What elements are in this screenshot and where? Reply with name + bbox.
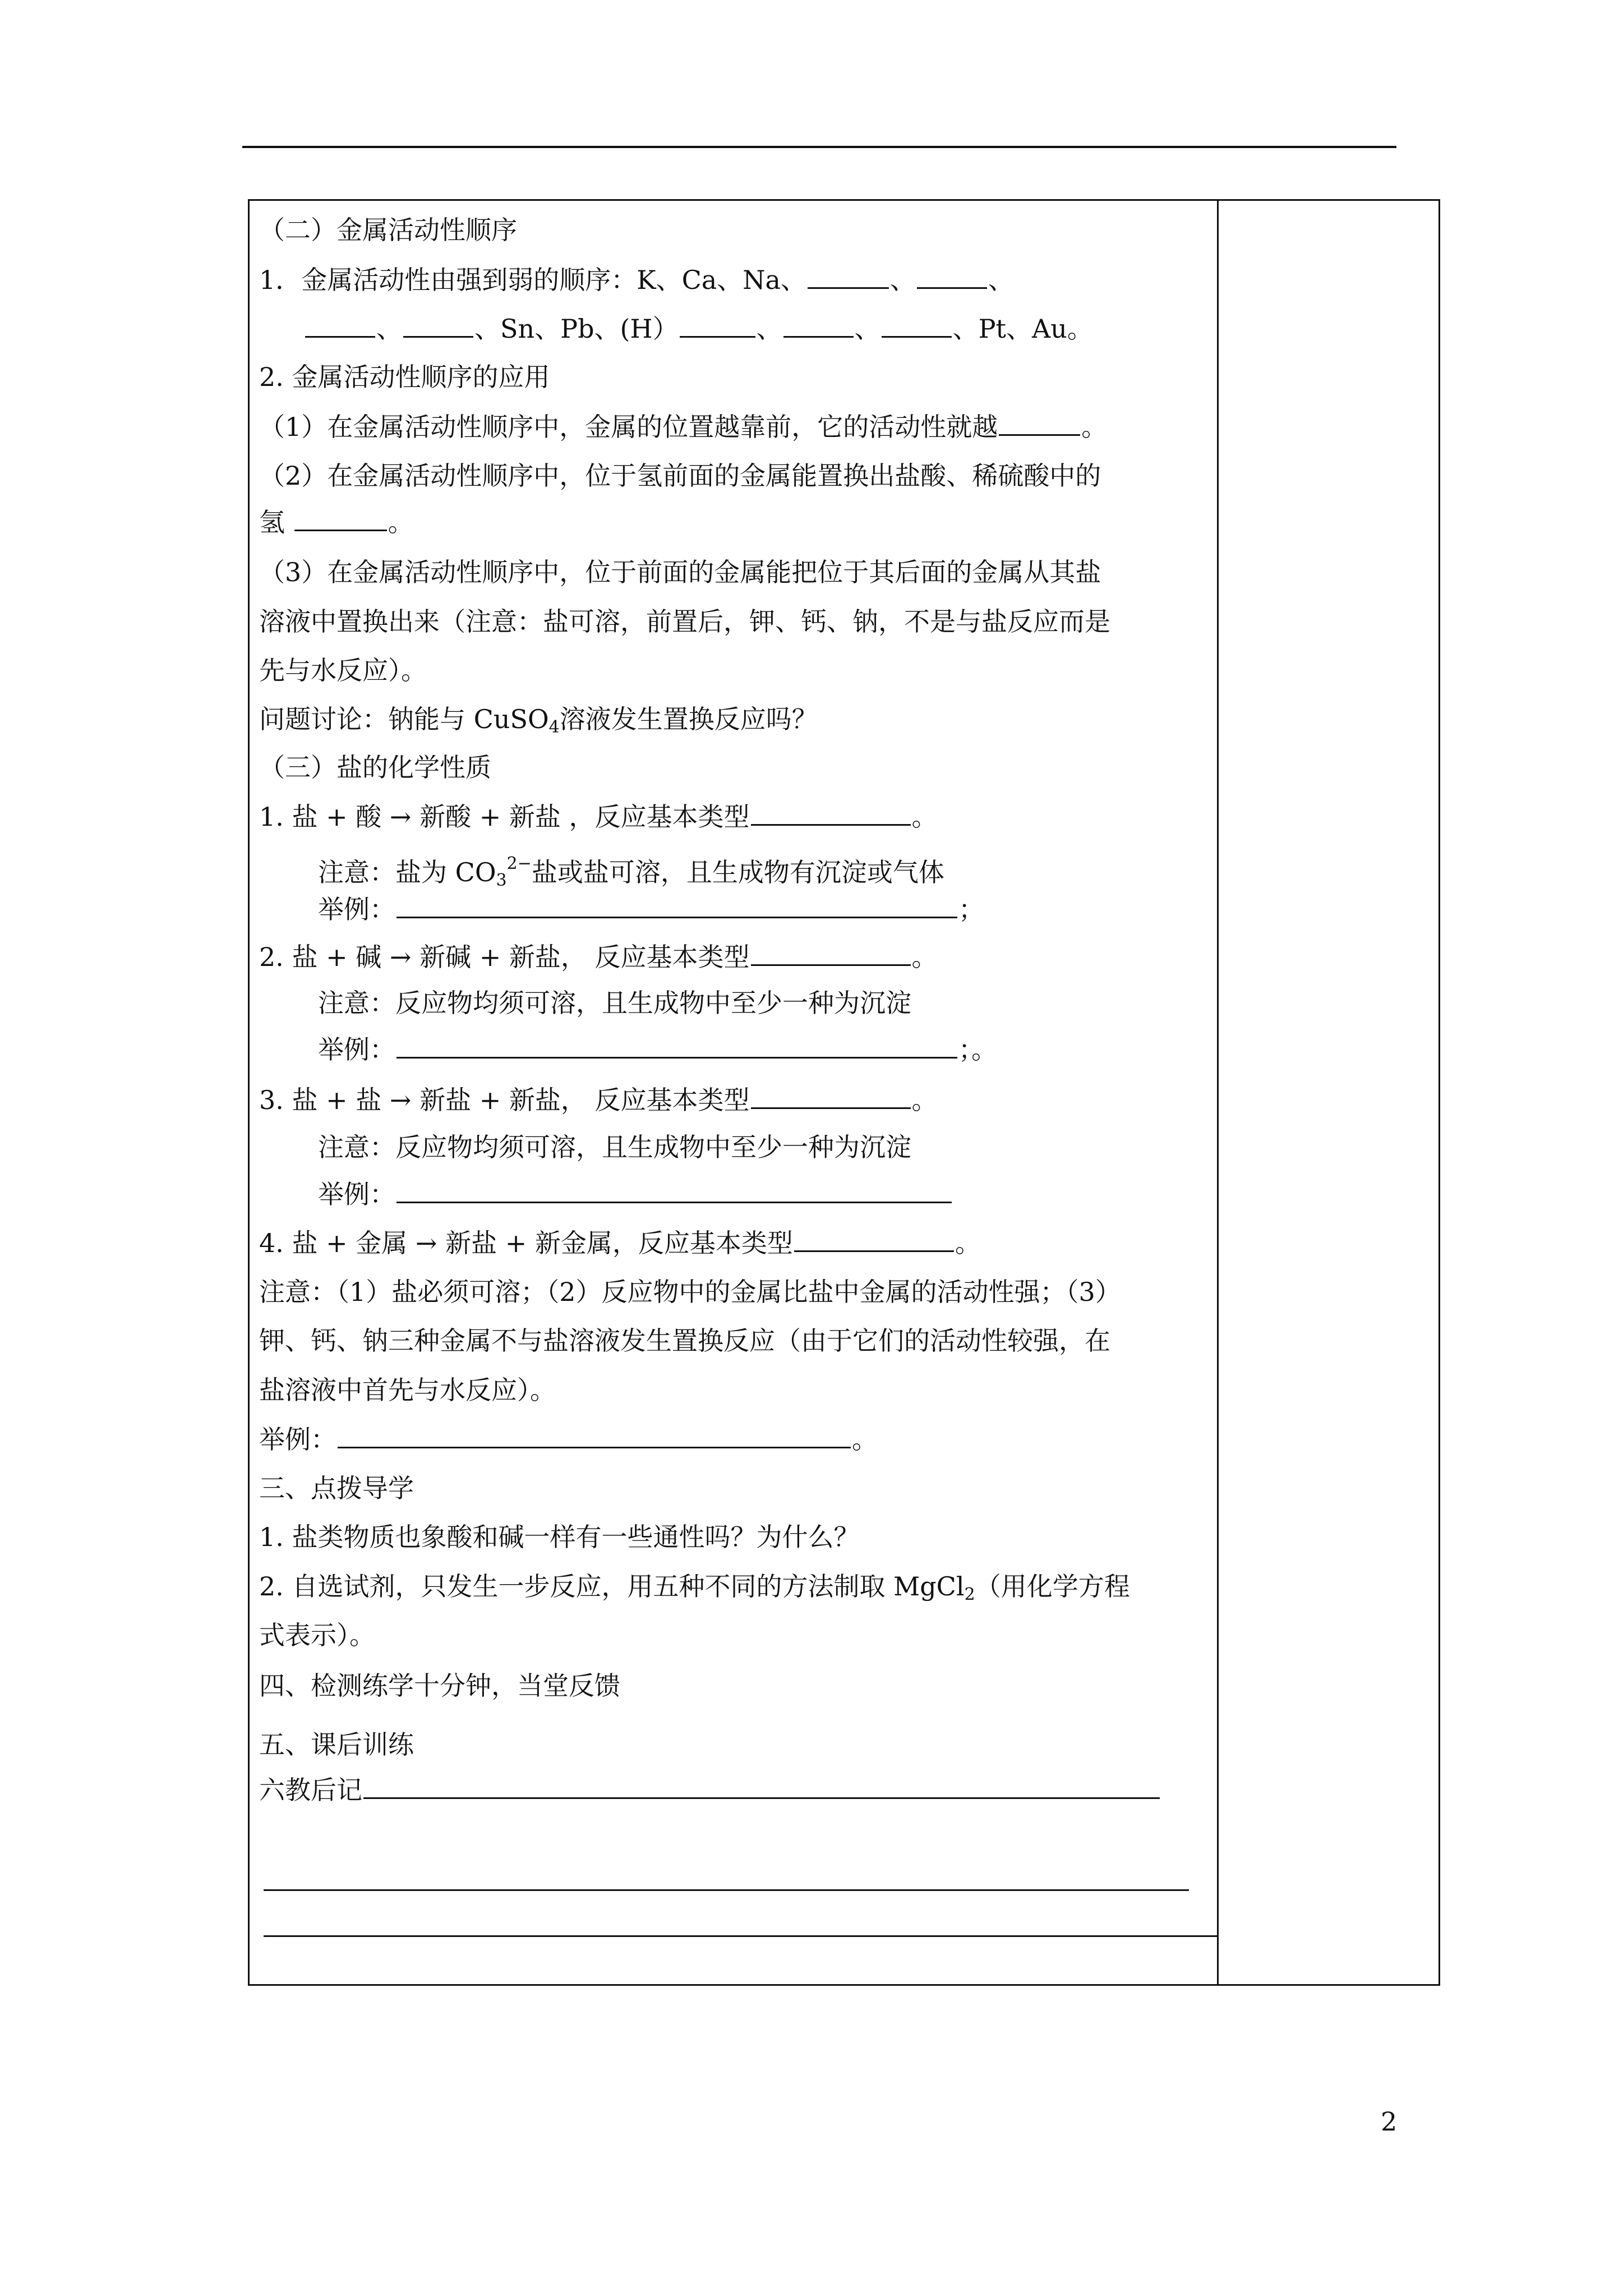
section-title: 三、点拨导学 <box>259 1473 414 1503</box>
notes-line[interactable] <box>264 1935 1217 1937</box>
paragraph: 先与水反应）。 <box>259 655 427 685</box>
text: 氢 <box>259 507 285 537</box>
paragraph: 注意：反应物均须可溶，且生成物中至少一种为沉淀 <box>318 1132 911 1162</box>
paragraph <box>259 1422 878 1456</box>
fill-blank[interactable] <box>794 1226 954 1252</box>
section-title: 四、检测练学十分钟，当堂反馈 <box>259 1671 620 1701</box>
fill-blank[interactable] <box>751 940 911 966</box>
text: 1．金属活动性由强到弱的顺序：K、Ca、Na、 <box>259 265 806 295</box>
paragraph <box>259 1226 981 1260</box>
text: 4. 盐 + 金属 → 新盐 + 新金属，反应基本类型 <box>259 1228 793 1258</box>
paragraph: 注意：（1）盐必须可溶；（2）反应物中的金属比盐中金属的活动性强；（3） <box>259 1277 1121 1307</box>
text: 举例： <box>318 1034 395 1065</box>
fill-blank[interactable] <box>751 799 911 826</box>
text: 1. 盐 + 酸 → 新酸 + 新盐 ，反应基本类型 <box>259 802 750 832</box>
fill-blank[interactable] <box>999 409 1080 436</box>
fill-blank[interactable] <box>783 311 854 338</box>
text: 。 <box>388 507 414 537</box>
fill-blank[interactable] <box>403 311 473 338</box>
fill-blank[interactable] <box>751 1083 911 1109</box>
header-rule <box>242 146 1396 148</box>
paragraph: （2）在金属活动性顺序中，位于氢前面的金属能置换出盐酸、稀硫酸中的 <box>259 461 1101 491</box>
text: 盐或盐可溶，且生成物有沉淀或气体 <box>531 857 944 887</box>
paragraph <box>259 799 938 834</box>
fill-blank[interactable] <box>305 311 375 338</box>
fill-blank[interactable] <box>680 311 755 338</box>
paragraph: 1. 盐类物质也象酸和碱一样有一些通性吗？为什么？ <box>259 1522 860 1552</box>
text: 举例： <box>259 1424 336 1455</box>
text: （1）在金属活动性顺序中，金属的位置越靠前，它的活动性就越 <box>259 412 998 442</box>
text: 、Sn、Pb、(H） <box>474 314 679 344</box>
paragraph <box>304 311 1093 346</box>
section-title: （三）盐的化学性质 <box>259 752 491 783</box>
paragraph: 式表示）。 <box>259 1620 375 1650</box>
fill-blank[interactable] <box>294 505 387 531</box>
paragraph <box>318 892 984 926</box>
paragraph: （3）在金属活动性顺序中，位于前面的金属能把位于其后面的金属从其盐 <box>259 557 1101 587</box>
fill-blank[interactable] <box>396 1177 952 1203</box>
text: 。 <box>911 802 938 832</box>
subscript: 3 <box>496 871 507 890</box>
paragraph: 盐溶液中首先与水反应）。 <box>259 1375 556 1405</box>
paragraph <box>318 1177 953 1211</box>
fill-blank[interactable] <box>808 263 889 289</box>
subscript: 2 <box>964 1585 975 1604</box>
text: 举例： <box>318 894 395 924</box>
text: 、 <box>889 265 916 295</box>
paragraph <box>259 263 1014 297</box>
notes-line[interactable] <box>264 1889 1189 1891</box>
paragraph <box>259 505 414 539</box>
paragraph <box>259 1083 938 1117</box>
superscript: 2− <box>506 854 532 873</box>
text: 、 <box>756 314 782 344</box>
text: 。 <box>911 942 938 972</box>
fill-blank[interactable] <box>396 892 957 918</box>
text: 举例： <box>318 1179 395 1209</box>
text: 问题讨论：钠能与 CuSO <box>259 704 549 734</box>
text: 六教后记 <box>259 1775 362 1805</box>
paragraph <box>259 1570 1130 1612</box>
text: 、 <box>376 314 402 344</box>
paragraph: 钾、钙、钠三种金属不与盐溶液发生置换反应（由于它们的活动性较强，在 <box>259 1326 1110 1356</box>
paragraph <box>259 940 938 974</box>
text: 3. 盐 + 盐 → 新盐 + 新盐， 反应基本类型 <box>259 1085 750 1115</box>
paragraph <box>318 1032 997 1066</box>
section-title: （二）金属活动性顺序 <box>259 215 517 245</box>
text: 。 <box>852 1424 878 1455</box>
text: 。 <box>911 1085 938 1115</box>
fill-blank[interactable] <box>917 263 987 289</box>
fill-blank[interactable] <box>338 1422 851 1448</box>
text: 注意：盐为 CO <box>318 857 496 887</box>
page-number: 2 <box>1381 2106 1398 2137</box>
text: 、Pt、Au。 <box>952 314 1093 344</box>
paragraph: 2. 金属活动性顺序的应用 <box>259 362 550 392</box>
text: 溶液发生置换反应吗？ <box>559 704 818 734</box>
table-column-divider <box>1217 199 1219 1986</box>
fill-blank[interactable] <box>882 311 952 338</box>
paragraph: 溶液中置换出来（注意：盐可溶，前置后，钾、钙、钠，不是与盐反应而是 <box>259 606 1110 637</box>
subscript: 4 <box>548 717 560 737</box>
text: ；。 <box>958 1034 997 1065</box>
fill-blank[interactable] <box>396 1032 957 1059</box>
paragraph <box>318 847 944 898</box>
text: 2. 盐 + 碱 → 新碱 + 新盐， 反应基本类型 <box>259 942 750 972</box>
notes-blank[interactable] <box>363 1773 1160 1799</box>
text: 2. 自选试剂，只发生一步反应，用五种不同的方法制取 MgCl <box>259 1571 965 1602</box>
paragraph <box>259 409 1107 444</box>
section-title: 五、课后训练 <box>259 1729 414 1760</box>
text: （用化学方程 <box>975 1571 1130 1602</box>
paragraph <box>259 1773 1161 1807</box>
text: 。 <box>1081 412 1108 442</box>
paragraph: 注意：反应物均须可溶，且生成物中至少一种为沉淀 <box>318 988 911 1018</box>
text: 。 <box>955 1228 981 1258</box>
text: 、 <box>988 265 1014 295</box>
paragraph <box>259 702 818 744</box>
text: 、 <box>854 314 880 344</box>
text: ； <box>958 894 984 924</box>
